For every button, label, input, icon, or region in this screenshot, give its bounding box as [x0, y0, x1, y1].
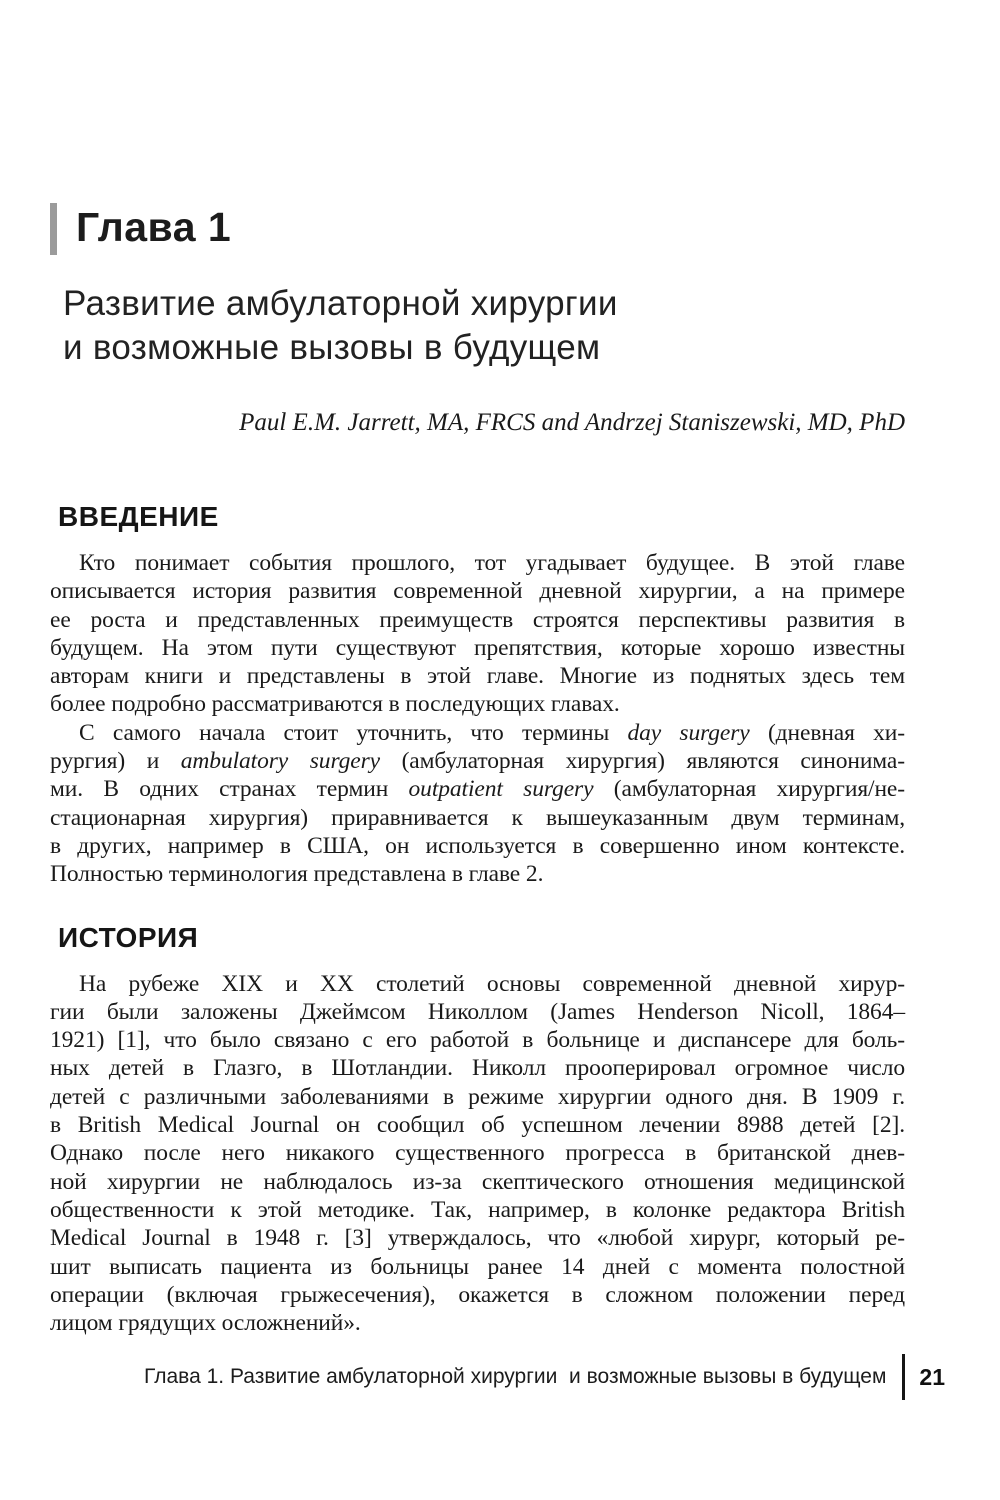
text-line: [50, 1309, 905, 1337]
section-heading-istoriya: ИСТОРИЯ: [58, 921, 199, 953]
sections-container: [50, 502, 905, 1337]
text-line: [50, 1224, 905, 1252]
text-run: в других, например в США, он используется в совершенно ином контексте.: [50, 832, 905, 859]
text-run: стационарная хирургия) приравнивается к вышеуказанным двум терминам,: [50, 804, 905, 831]
text-run: Кто понимает события прошлого, тот угадывает будущее. В этой главе: [79, 550, 905, 576]
text-run: (амбулаторная хирургия) являются синонима-: [379, 748, 905, 775]
text-run: шит выписать пациента из больницы ранее 14 дней с момента полостной: [50, 1253, 905, 1280]
text-line: [50, 832, 905, 860]
text-run: (дневная хи-: [749, 719, 905, 746]
text-line: [50, 970, 905, 998]
text-line: [50, 662, 905, 690]
text-line: [50, 1196, 905, 1224]
text-line: [50, 1139, 905, 1167]
chapter-header: [50, 200, 905, 438]
chapter-title-line-1: Развитие амбулаторной хирургии: [63, 284, 618, 323]
text-run: ных детей в Глазго, в Шотландии. Николл прооперировал огромное число: [50, 1055, 905, 1082]
chapter-title-line-2: и возможные вызовы в будущем: [63, 328, 601, 367]
italic-term: ambulatory surgery: [180, 748, 380, 775]
text-run: детей с различными заболеваниями в режиме хирургии одного дня. В 1909 г.: [50, 1083, 905, 1110]
text-run: Полностью терминология представлена в главе 2.: [50, 861, 544, 888]
text-line: [50, 690, 905, 718]
paragraph: [50, 719, 905, 889]
text-run: ее роста и представленных преимуществ строятся перспективы развития в: [50, 606, 905, 633]
italic-term: day surgery: [627, 719, 750, 746]
text-line: [50, 577, 905, 605]
chapter-accent-bar: [50, 203, 57, 255]
text-run: общественности к этой методике. Так, например, в колонке редактора British: [50, 1196, 905, 1223]
text-run: лицом грядущих осложнений».: [50, 1310, 361, 1337]
text-line: [50, 1026, 905, 1054]
text-run: ной хирургии не наблюдалось из-за скептического отношения медицинской: [50, 1168, 905, 1195]
text-line: [50, 549, 905, 577]
text-line: [50, 1111, 905, 1139]
text-run: в British Medical Journal он сообщил об успешном лечении 8988 детей [2].: [50, 1112, 905, 1139]
text-run: Medical Journal в 1948 г. [3] утверждалось, что «любой хирург, который ре-: [50, 1225, 905, 1252]
paragraph: [50, 970, 905, 1338]
text-line: [50, 606, 905, 634]
text-run: операции (включая грыжесечения), окажется в сложном положении перед: [50, 1281, 905, 1308]
text-line: [50, 1253, 905, 1281]
text-line: [50, 1083, 905, 1111]
text-line: [50, 747, 905, 775]
text-line: [50, 860, 905, 888]
section-vvedenie: [50, 502, 905, 889]
page-number: 21: [919, 1363, 945, 1390]
text-line: [50, 1054, 905, 1082]
text-run: На рубеже XIX и XX столетий основы современной дневной хирур-: [79, 970, 905, 997]
section-istoriya: [50, 923, 905, 1338]
text-line: [50, 775, 905, 803]
text-run: ми. В одних странах термин: [50, 776, 409, 803]
text-run: С самого начала стоит уточнить, что термины: [79, 719, 628, 746]
text-line: [50, 804, 905, 832]
chapter-label: Глава 1: [76, 204, 232, 250]
text-line: [50, 1168, 905, 1196]
text-run: более подробно рассматриваются в последующих главах.: [50, 691, 620, 718]
text-run: Однако после него никакого существенного прогресса в британской днев-: [50, 1140, 905, 1167]
text-line: [50, 719, 905, 747]
text-line: [50, 998, 905, 1026]
text-run: 1921) [1], что было связано с его работой в больнице и диспансере для боль-: [50, 1027, 905, 1054]
paragraph: [50, 549, 905, 719]
text-run: гии были заложены Джеймсом Николлом (James Henderson Nicoll, 1864–: [50, 998, 905, 1025]
running-title: Глава 1. Развитие амбулаторной хирургии и возможные вызовы в будущем: [144, 1365, 887, 1388]
text-run: будущем. На этом пути существуют препятствия, которые хорошо известны: [50, 634, 905, 661]
italic-term: outpatient surgery: [408, 776, 594, 803]
footer-divider: [902, 1354, 905, 1400]
page-footer: [144, 1354, 945, 1400]
text-run: описывается история развития современной дневной хирургии, а на примере: [50, 578, 905, 605]
authors-line: Paul E.M. Jarrett, MA, FRCS and Andrzej Staniszewski, MD, PhD: [239, 409, 905, 436]
text-line: [50, 1281, 905, 1309]
chapter-heading: [50, 200, 905, 256]
text-run: авторам книги и представлены в этой главе. Многие из поднятых здесь тем: [50, 663, 905, 690]
text-run: рургия) и: [50, 748, 181, 775]
chapter-title: [63, 282, 905, 370]
section-heading-vvedenie: ВВЕДЕНИЕ: [58, 501, 219, 532]
text-line: [50, 634, 905, 662]
text-run: (амбулаторная хирургия/не-: [593, 776, 905, 803]
